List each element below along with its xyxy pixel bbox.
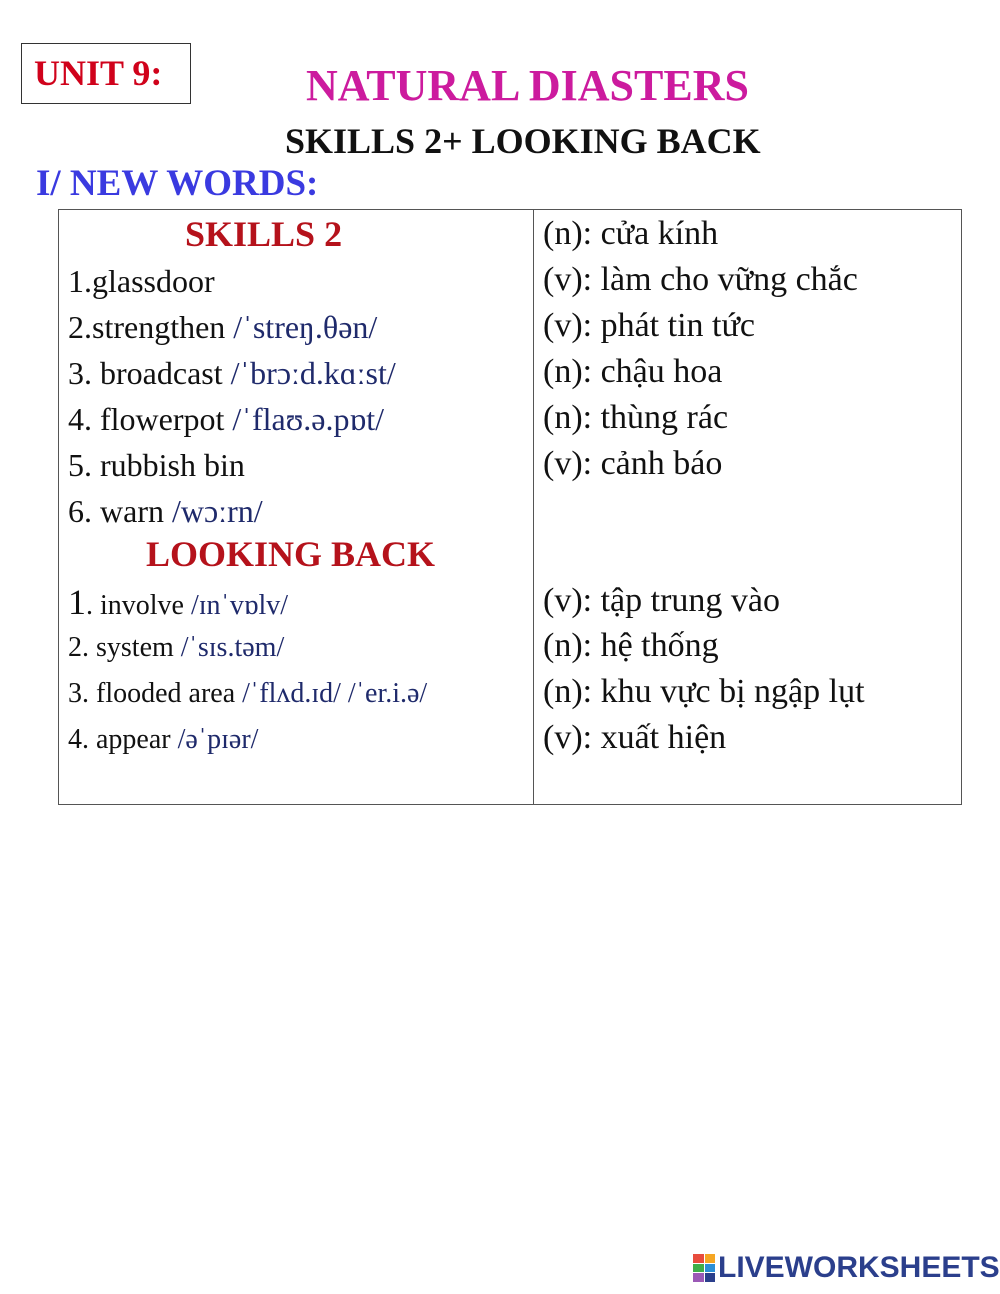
logo-text: LIVEWORKSHEETS bbox=[718, 1251, 1000, 1284]
column-divider bbox=[533, 210, 534, 804]
vocab-word bbox=[68, 397, 384, 441]
section-heading-new-words: I/ NEW WORDS: bbox=[36, 163, 319, 204]
vocab-word bbox=[68, 718, 258, 762]
vocab-word-text: . involve bbox=[86, 590, 191, 621]
liveworksheets-logo-icon bbox=[693, 1254, 715, 1282]
vocab-word-text: 3. flooded area bbox=[68, 678, 243, 709]
vocab-meaning: (n): cửa kính bbox=[543, 215, 719, 252]
page-subtitle: SKILLS 2+ LOOKING BACK bbox=[285, 121, 761, 161]
vocab-number: 1 bbox=[68, 582, 86, 622]
unit-label: UNIT 9: bbox=[21, 43, 191, 104]
vocab-ipa: /ˈsɪs.təm/ bbox=[180, 632, 285, 663]
liveworksheets-logo[interactable] bbox=[693, 1250, 1000, 1286]
vocab-meaning: (n): khu vực bị ngập lụt bbox=[543, 673, 865, 710]
vocab-word-text: 2.strengthen bbox=[68, 309, 234, 345]
vocab-word-text: 5. rubbish bin bbox=[68, 447, 245, 483]
vocab-ipa: /ˈflaʊ.ə.pɒt/ bbox=[232, 401, 384, 437]
vocab-word bbox=[68, 672, 427, 716]
vocab-word bbox=[68, 489, 263, 533]
vocab-word bbox=[68, 259, 215, 303]
vocab-word bbox=[68, 580, 288, 628]
vocab-ipa: /wɔːrn/ bbox=[171, 493, 263, 529]
vocab-meaning: (v): phát tin tức bbox=[543, 307, 755, 344]
vocab-meaning: (v): cảnh báo bbox=[543, 445, 723, 482]
vocab-word-text: 4. flowerpot bbox=[68, 401, 233, 437]
page-title: NATURAL DIASTERS bbox=[306, 61, 749, 110]
vocabulary-table bbox=[58, 209, 962, 805]
vocab-word-text: 6. warn bbox=[68, 493, 172, 529]
vocab-word bbox=[68, 305, 377, 349]
vocab-word-text: 3. broadcast bbox=[68, 355, 231, 391]
vocab-meaning: (n): thùng rác bbox=[543, 399, 729, 436]
vocab-word bbox=[68, 443, 245, 487]
vocab-word bbox=[68, 626, 284, 670]
vocab-ipa: /əˈpɪər/ bbox=[177, 724, 259, 755]
vocab-meaning: (v): tập trung vào bbox=[543, 582, 780, 619]
subsection-heading-skills2: SKILLS 2 bbox=[185, 214, 343, 254]
vocab-ipa: /ˈstreŋ.θən/ bbox=[233, 309, 378, 345]
vocab-meaning: (v): xuất hiện bbox=[543, 719, 727, 756]
vocab-word-text: 4. appear bbox=[68, 724, 178, 755]
vocab-word bbox=[68, 351, 396, 395]
vocab-meaning: (v): làm cho vững chắc bbox=[543, 261, 858, 298]
vocab-word-text: 1.glassdoor bbox=[68, 263, 215, 299]
vocab-ipa: /ɪnˈvɒlv/ bbox=[191, 590, 289, 621]
vocab-ipa: /ˈbrɔːd.kɑːst/ bbox=[230, 355, 396, 391]
vocab-ipa: /ˈflʌd.ɪd/ /ˈer.i.ə/ bbox=[242, 678, 428, 709]
subsection-heading-looking-back: LOOKING BACK bbox=[146, 534, 436, 574]
vocab-meaning: (n): hệ thống bbox=[543, 627, 719, 664]
vocab-word-text: 2. system bbox=[68, 632, 181, 663]
vocab-meaning: (n): chậu hoa bbox=[543, 353, 723, 390]
